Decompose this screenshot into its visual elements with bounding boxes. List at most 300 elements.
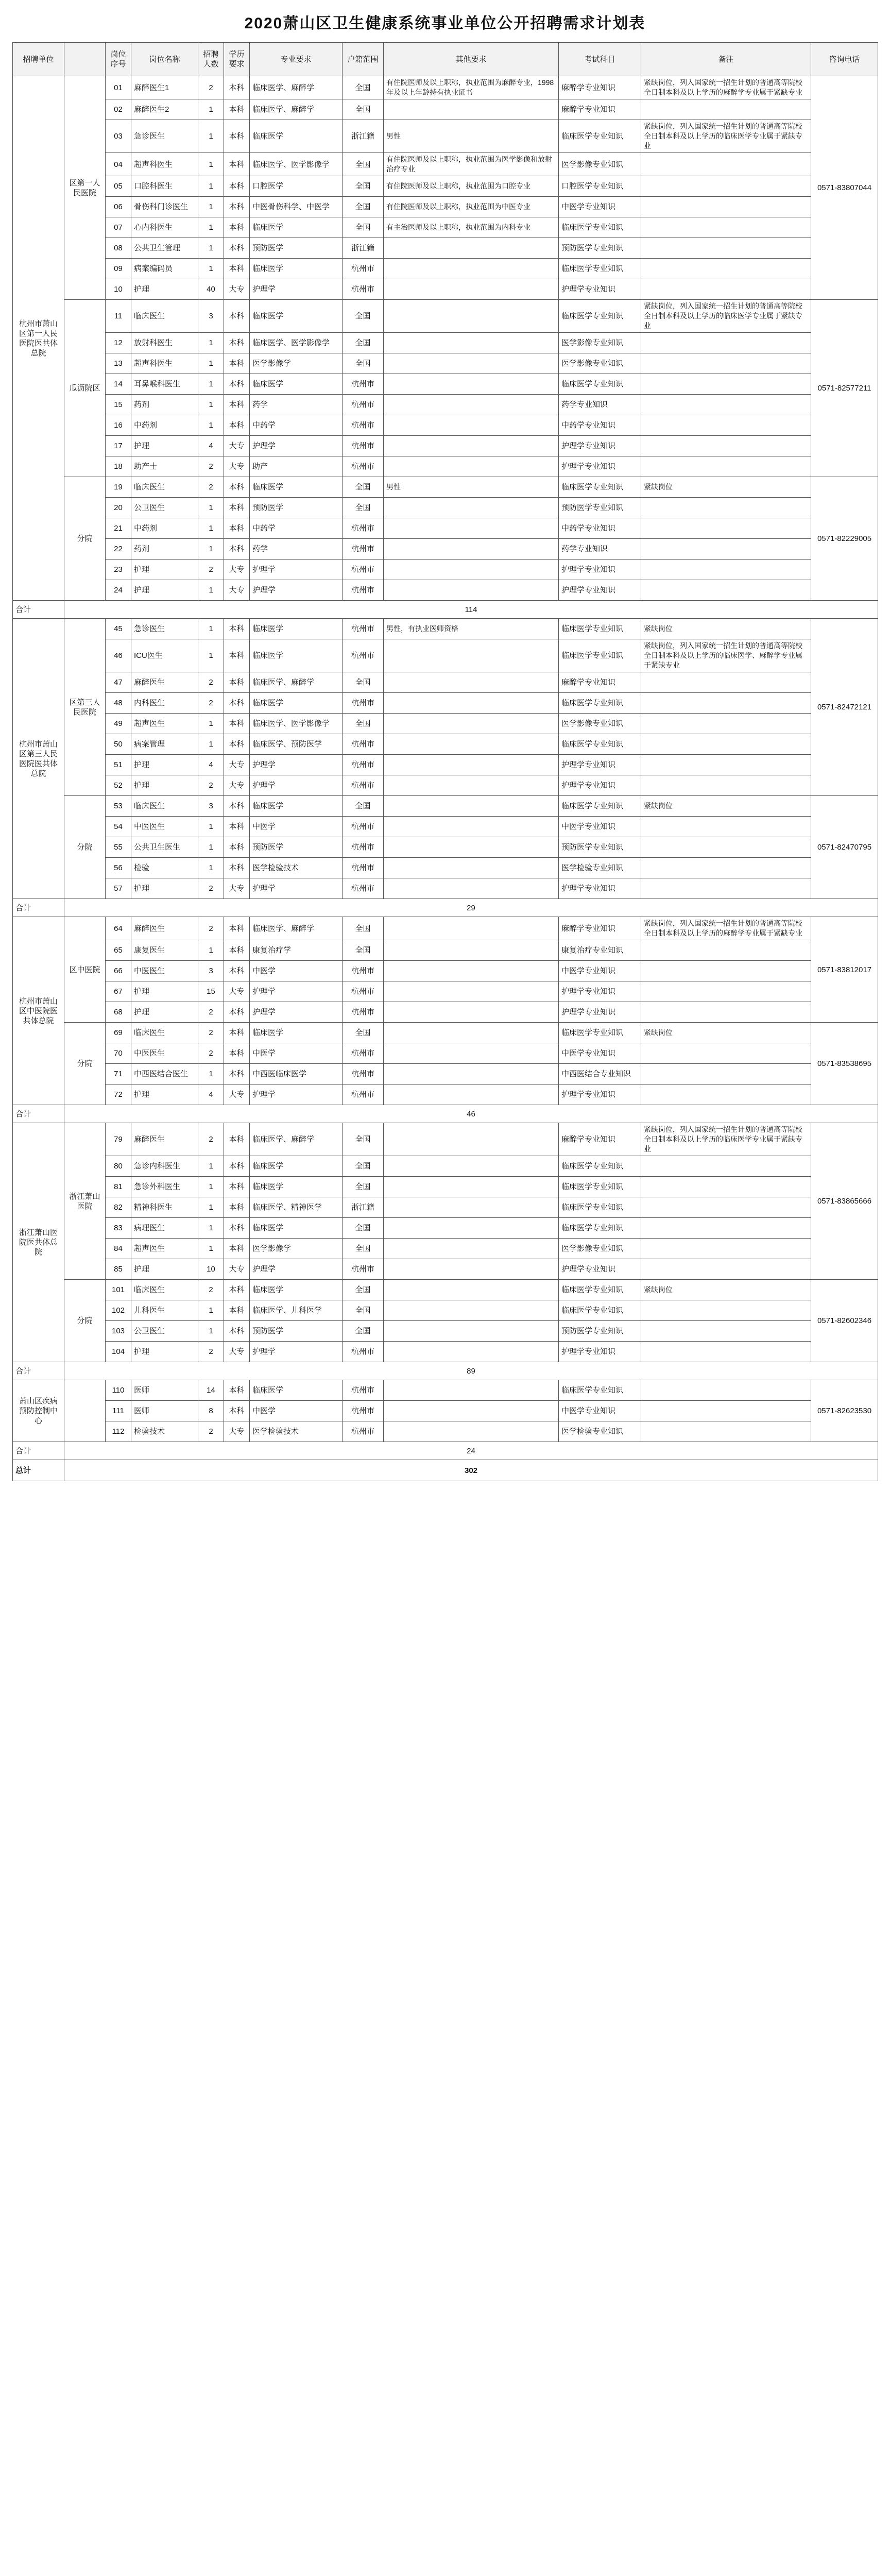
post-number-cell: 82 <box>106 1197 131 1218</box>
education-cell: 本科 <box>224 1177 250 1197</box>
major-cell: 医学检验技术 <box>250 1421 343 1442</box>
post-name-cell: 康复医生 <box>131 940 198 961</box>
other-requirements-cell <box>384 580 559 601</box>
remark-cell <box>641 1064 811 1084</box>
phone-cell: 0571-83538695 <box>811 1023 878 1105</box>
post-number-cell: 16 <box>106 415 131 436</box>
major-cell: 临床医学、医学影像学 <box>250 333 343 353</box>
education-cell: 本科 <box>224 415 250 436</box>
other-requirements-cell <box>384 1156 559 1177</box>
remark-cell <box>641 353 811 374</box>
education-cell: 大专 <box>224 279 250 300</box>
hukou-cell: 全国 <box>343 940 384 961</box>
table-row <box>13 734 878 755</box>
hire-count-cell: 2 <box>198 775 224 796</box>
hire-count-cell: 3 <box>198 961 224 981</box>
hire-count-cell: 1 <box>198 1321 224 1342</box>
post-number-cell: 65 <box>106 940 131 961</box>
table-row <box>13 333 878 353</box>
post-name-cell: 护理 <box>131 580 198 601</box>
remark-cell <box>641 1239 811 1259</box>
table-row <box>13 1342 878 1362</box>
post-number-cell: 64 <box>106 917 131 940</box>
post-number-cell: 85 <box>106 1259 131 1280</box>
post-name-cell: 检验技术 <box>131 1421 198 1442</box>
education-cell: 本科 <box>224 693 250 714</box>
education-cell: 本科 <box>224 917 250 940</box>
table-row <box>13 1218 878 1239</box>
education-cell: 本科 <box>224 961 250 981</box>
post-number-cell: 06 <box>106 197 131 217</box>
exam-subject-cell: 预防医学专业知识 <box>559 498 641 518</box>
post-number-cell: 111 <box>106 1401 131 1421</box>
branch-name-cell: 分院 <box>64 477 106 601</box>
other-requirements-cell: 有主治医师及以上职称，执业范围为内科专业 <box>384 217 559 238</box>
table-row <box>13 1239 878 1259</box>
hukou-cell: 全国 <box>343 1239 384 1259</box>
exam-subject-cell: 临床医学专业知识 <box>559 639 641 672</box>
education-cell: 本科 <box>224 259 250 279</box>
hukou-cell: 全国 <box>343 1280 384 1300</box>
hire-count-cell: 1 <box>198 217 224 238</box>
post-name-cell: 中医医生 <box>131 817 198 837</box>
remark-cell: 紧缺岗位 <box>641 1023 811 1043</box>
phone-cell: 0571-83812017 <box>811 917 878 1023</box>
exam-subject-cell: 临床医学专业知识 <box>559 693 641 714</box>
table-row <box>13 498 878 518</box>
post-number-cell: 101 <box>106 1280 131 1300</box>
other-requirements-cell <box>384 1177 559 1197</box>
post-name-cell: 公卫医生 <box>131 498 198 518</box>
major-cell: 临床医学 <box>250 1380 343 1401</box>
table-row <box>13 837 878 858</box>
other-requirements-cell <box>384 858 559 878</box>
header-hukou: 户籍范围 <box>343 43 384 76</box>
exam-subject-cell: 护理学专业知识 <box>559 1259 641 1280</box>
table-row <box>13 619 878 639</box>
hire-count-cell: 1 <box>198 518 224 539</box>
post-number-cell: 12 <box>106 333 131 353</box>
post-number-cell: 50 <box>106 734 131 755</box>
exam-subject-cell: 中医学专业知识 <box>559 1401 641 1421</box>
hire-count-cell: 4 <box>198 436 224 456</box>
page-title: 2020萧山区卫生健康系统事业单位公开招聘需求计划表 <box>244 15 646 32</box>
post-name-cell: 超声医生 <box>131 714 198 734</box>
post-number-cell: 46 <box>106 639 131 672</box>
remark-cell <box>641 878 811 899</box>
other-requirements-cell: 有住院医师及以上职称，执业范围为麻醉专业，1998年及以上年龄持有执业证书 <box>384 76 559 99</box>
hire-count-cell: 2 <box>198 477 224 498</box>
hukou-cell: 全国 <box>343 1300 384 1321</box>
subtotal-row <box>13 899 878 917</box>
other-requirements-cell <box>384 981 559 1002</box>
remark-cell <box>641 940 811 961</box>
table-row <box>13 217 878 238</box>
phone-cell: 0571-83807044 <box>811 76 878 300</box>
post-number-cell: 72 <box>106 1084 131 1105</box>
hukou-cell: 全国 <box>343 477 384 498</box>
post-number-cell: 110 <box>106 1380 131 1401</box>
hire-count-cell: 1 <box>198 734 224 755</box>
education-cell: 大专 <box>224 775 250 796</box>
post-name-cell: 临床医生 <box>131 1023 198 1043</box>
education-cell: 本科 <box>224 1321 250 1342</box>
major-cell: 药学 <box>250 539 343 560</box>
post-name-cell: 助产士 <box>131 456 198 477</box>
subtotal-label: 合计 <box>13 1442 64 1460</box>
hire-count-cell: 1 <box>198 259 224 279</box>
subtotal-value: 89 <box>64 1362 878 1380</box>
hire-count-cell: 1 <box>198 498 224 518</box>
other-requirements-cell <box>384 1239 559 1259</box>
hukou-cell: 杭州市 <box>343 981 384 1002</box>
hire-count-cell: 1 <box>198 817 224 837</box>
remark-cell <box>641 197 811 217</box>
table-row <box>13 197 878 217</box>
major-cell: 临床医学 <box>250 619 343 639</box>
exam-subject-cell: 护理学专业知识 <box>559 878 641 899</box>
remark-cell <box>641 1380 811 1401</box>
phone-cell: 0571-82470795 <box>811 796 878 899</box>
unit-name-cell: 浙江萧山医院医共体总院 <box>13 1123 64 1362</box>
remark-cell <box>641 1342 811 1362</box>
hukou-cell: 杭州市 <box>343 858 384 878</box>
education-cell: 本科 <box>224 217 250 238</box>
major-cell: 护理学 <box>250 755 343 775</box>
post-number-cell: 10 <box>106 279 131 300</box>
exam-subject-cell: 中医学专业知识 <box>559 961 641 981</box>
education-cell: 大专 <box>224 560 250 580</box>
other-requirements-cell <box>384 796 559 817</box>
remark-cell: 紧缺岗位 <box>641 619 811 639</box>
hukou-cell: 杭州市 <box>343 755 384 775</box>
hire-count-cell: 2 <box>198 560 224 580</box>
table-row <box>13 1177 878 1197</box>
other-requirements-cell <box>384 374 559 395</box>
education-cell: 本科 <box>224 99 250 120</box>
major-cell: 护理学 <box>250 1342 343 1362</box>
other-requirements-cell <box>384 775 559 796</box>
post-number-cell: 07 <box>106 217 131 238</box>
post-number-cell: 83 <box>106 1218 131 1239</box>
header-post-name: 岗位名称 <box>131 43 198 76</box>
post-number-cell: 13 <box>106 353 131 374</box>
post-name-cell: 急诊医生 <box>131 619 198 639</box>
post-name-cell: 公共卫生医生 <box>131 837 198 858</box>
post-name-cell: 护理 <box>131 878 198 899</box>
subtotal-row <box>13 1442 878 1460</box>
education-cell: 本科 <box>224 1239 250 1259</box>
header-phone: 咨询电话 <box>811 43 878 76</box>
hukou-cell: 杭州市 <box>343 837 384 858</box>
header-unit: 招聘单位 <box>13 43 64 76</box>
remark-cell <box>641 1218 811 1239</box>
major-cell: 护理学 <box>250 1259 343 1280</box>
hukou-cell: 全国 <box>343 153 384 176</box>
subtotal-label: 合计 <box>13 1362 64 1380</box>
hire-count-cell: 4 <box>198 1084 224 1105</box>
grand-total-label: 总计 <box>13 1460 64 1481</box>
exam-subject-cell: 护理学专业知识 <box>559 456 641 477</box>
table-row <box>13 940 878 961</box>
subtotal-value: 29 <box>64 899 878 917</box>
major-cell: 临床医学 <box>250 1218 343 1239</box>
post-number-cell: 08 <box>106 238 131 259</box>
post-name-cell: 心内科医生 <box>131 217 198 238</box>
hire-count-cell: 14 <box>198 1380 224 1401</box>
table-row <box>13 1401 878 1421</box>
table-row <box>13 1084 878 1105</box>
remark-cell <box>641 498 811 518</box>
education-cell: 本科 <box>224 518 250 539</box>
hire-count-cell: 1 <box>198 120 224 153</box>
exam-subject-cell: 临床医学专业知识 <box>559 1023 641 1043</box>
post-number-cell: 11 <box>106 300 131 333</box>
exam-subject-cell: 中药学专业知识 <box>559 415 641 436</box>
hukou-cell: 杭州市 <box>343 1421 384 1442</box>
header-exam: 考试科目 <box>559 43 641 76</box>
hukou-cell: 杭州市 <box>343 518 384 539</box>
hukou-cell: 杭州市 <box>343 560 384 580</box>
post-name-cell: 中药剂 <box>131 415 198 436</box>
hukou-cell: 杭州市 <box>343 1259 384 1280</box>
phone-cell: 0571-82602346 <box>811 1280 878 1362</box>
exam-subject-cell: 临床医学专业知识 <box>559 734 641 755</box>
other-requirements-cell <box>384 1259 559 1280</box>
education-cell: 本科 <box>224 1300 250 1321</box>
exam-subject-cell: 临床医学专业知识 <box>559 217 641 238</box>
table-header-row <box>13 43 878 76</box>
post-number-cell: 71 <box>106 1064 131 1084</box>
table-row <box>13 477 878 498</box>
post-number-cell: 81 <box>106 1177 131 1197</box>
recruitment-table <box>12 42 878 1481</box>
exam-subject-cell: 中医学专业知识 <box>559 817 641 837</box>
exam-subject-cell: 预防医学专业知识 <box>559 238 641 259</box>
remark-cell <box>641 1177 811 1197</box>
hukou-cell: 杭州市 <box>343 693 384 714</box>
hire-count-cell: 1 <box>198 837 224 858</box>
other-requirements-cell: 有住院医师及以上职称，执业范围为口腔专业 <box>384 176 559 197</box>
post-number-cell: 19 <box>106 477 131 498</box>
major-cell: 医学检验技术 <box>250 858 343 878</box>
major-cell: 中医学 <box>250 961 343 981</box>
remark-cell <box>641 734 811 755</box>
exam-subject-cell: 临床医学专业知识 <box>559 1156 641 1177</box>
post-name-cell: 急诊医生 <box>131 120 198 153</box>
hukou-cell: 全国 <box>343 176 384 197</box>
other-requirements-cell <box>384 1123 559 1156</box>
other-requirements-cell <box>384 714 559 734</box>
major-cell: 临床医学 <box>250 300 343 333</box>
other-requirements-cell <box>384 1401 559 1421</box>
post-name-cell: 中西医结合医生 <box>131 1064 198 1084</box>
education-cell: 本科 <box>224 858 250 878</box>
other-requirements-cell <box>384 1023 559 1043</box>
post-name-cell: 中医医生 <box>131 961 198 981</box>
post-number-cell: 15 <box>106 395 131 415</box>
remark-cell <box>641 1043 811 1064</box>
table-row <box>13 1043 878 1064</box>
hukou-cell: 杭州市 <box>343 1084 384 1105</box>
hire-count-cell: 2 <box>198 1023 224 1043</box>
table-row <box>13 1280 878 1300</box>
major-cell: 临床医学、麻醉学 <box>250 672 343 693</box>
post-name-cell: 儿科医生 <box>131 1300 198 1321</box>
education-cell: 本科 <box>224 539 250 560</box>
table-row <box>13 120 878 153</box>
education-cell: 本科 <box>224 1218 250 1239</box>
table-row <box>13 539 878 560</box>
education-cell: 本科 <box>224 1401 250 1421</box>
post-number-cell: 68 <box>106 1002 131 1023</box>
remark-cell <box>641 176 811 197</box>
exam-subject-cell: 临床医学专业知识 <box>559 796 641 817</box>
post-number-cell: 54 <box>106 817 131 837</box>
hukou-cell: 浙江籍 <box>343 120 384 153</box>
major-cell: 临床医学 <box>250 217 343 238</box>
remark-cell: 紧缺岗位 <box>641 1280 811 1300</box>
post-name-cell: 口腔科医生 <box>131 176 198 197</box>
table-row <box>13 1156 878 1177</box>
education-cell: 本科 <box>224 374 250 395</box>
major-cell: 预防医学 <box>250 837 343 858</box>
major-cell: 护理学 <box>250 436 343 456</box>
other-requirements-cell <box>384 539 559 560</box>
hukou-cell: 杭州市 <box>343 374 384 395</box>
education-cell: 本科 <box>224 477 250 498</box>
branch-name-cell: 区中医院 <box>64 917 106 1023</box>
other-requirements-cell: 男性 <box>384 120 559 153</box>
hire-count-cell: 40 <box>198 279 224 300</box>
remark-cell <box>641 1002 811 1023</box>
remark-cell: 紧缺岗位，列入国家统一招生计划的普通高等院校全日制本科及以上学历的临床医学专业属于紧缺专业 <box>641 300 811 333</box>
major-cell: 中西医临床医学 <box>250 1064 343 1084</box>
branch-name-cell: 浙江萧山医院 <box>64 1123 106 1280</box>
major-cell: 临床医学、医学影像学 <box>250 714 343 734</box>
post-number-cell: 49 <box>106 714 131 734</box>
post-number-cell: 03 <box>106 120 131 153</box>
hukou-cell: 杭州市 <box>343 279 384 300</box>
education-cell: 本科 <box>224 1043 250 1064</box>
major-cell: 护理学 <box>250 775 343 796</box>
education-cell: 本科 <box>224 76 250 99</box>
other-requirements-cell <box>384 436 559 456</box>
subtotal-row <box>13 1362 878 1380</box>
post-number-cell: 66 <box>106 961 131 981</box>
post-name-cell: 超声科医生 <box>131 153 198 176</box>
major-cell: 临床医学 <box>250 374 343 395</box>
table-row <box>13 693 878 714</box>
remark-cell <box>641 333 811 353</box>
remark-cell <box>641 693 811 714</box>
remark-cell <box>641 560 811 580</box>
exam-subject-cell: 临床医学专业知识 <box>559 1280 641 1300</box>
header-count: 招聘人数 <box>198 43 224 76</box>
table-row <box>13 580 878 601</box>
other-requirements-cell <box>384 279 559 300</box>
remark-cell <box>641 415 811 436</box>
major-cell: 康复治疗学 <box>250 940 343 961</box>
hire-count-cell: 2 <box>198 917 224 940</box>
hukou-cell: 浙江籍 <box>343 1197 384 1218</box>
subtotal-row <box>13 601 878 619</box>
table-row <box>13 1197 878 1218</box>
major-cell: 中药学 <box>250 518 343 539</box>
education-cell: 本科 <box>224 1023 250 1043</box>
hire-count-cell: 1 <box>198 1239 224 1259</box>
exam-subject-cell: 麻醉学专业知识 <box>559 76 641 99</box>
other-requirements-cell: 有住院医师及以上职称，执业范围为医学影像和放射治疗专业 <box>384 153 559 176</box>
education-cell: 本科 <box>224 672 250 693</box>
exam-subject-cell: 临床医学专业知识 <box>559 120 641 153</box>
major-cell: 临床医学 <box>250 693 343 714</box>
post-name-cell: 护理 <box>131 560 198 580</box>
hukou-cell: 杭州市 <box>343 878 384 899</box>
table-row <box>13 353 878 374</box>
post-name-cell: 中医医生 <box>131 1043 198 1064</box>
major-cell: 药学 <box>250 395 343 415</box>
post-number-cell: 56 <box>106 858 131 878</box>
exam-subject-cell: 中医学专业知识 <box>559 1043 641 1064</box>
hire-count-cell: 3 <box>198 796 224 817</box>
other-requirements-cell <box>384 917 559 940</box>
education-cell: 本科 <box>224 1156 250 1177</box>
exam-subject-cell: 中药学专业知识 <box>559 518 641 539</box>
table-row <box>13 1002 878 1023</box>
post-name-cell: 护理 <box>131 1342 198 1362</box>
hire-count-cell: 2 <box>198 672 224 693</box>
post-name-cell: 病案编码员 <box>131 259 198 279</box>
header-branch <box>64 43 106 76</box>
hire-count-cell: 2 <box>198 1280 224 1300</box>
major-cell: 医学影像学 <box>250 1239 343 1259</box>
exam-subject-cell: 临床医学专业知识 <box>559 259 641 279</box>
post-name-cell: 护理 <box>131 1002 198 1023</box>
post-number-cell: 23 <box>106 560 131 580</box>
exam-subject-cell: 康复治疗专业知识 <box>559 940 641 961</box>
remark-cell <box>641 518 811 539</box>
hire-count-cell: 1 <box>198 714 224 734</box>
remark-cell <box>641 153 811 176</box>
header-other: 其他要求 <box>384 43 559 76</box>
table-row <box>13 456 878 477</box>
education-cell: 大专 <box>224 878 250 899</box>
hukou-cell: 全国 <box>343 1023 384 1043</box>
post-number-cell: 24 <box>106 580 131 601</box>
hire-count-cell: 1 <box>198 619 224 639</box>
other-requirements-cell <box>384 1300 559 1321</box>
exam-subject-cell: 护理学专业知识 <box>559 981 641 1002</box>
other-requirements-cell <box>384 639 559 672</box>
exam-subject-cell: 临床医学专业知识 <box>559 619 641 639</box>
education-cell: 大专 <box>224 456 250 477</box>
remark-cell <box>641 395 811 415</box>
post-name-cell: 内科医生 <box>131 693 198 714</box>
remark-cell <box>641 1421 811 1442</box>
post-number-cell: 112 <box>106 1421 131 1442</box>
remark-cell <box>641 837 811 858</box>
major-cell: 护理学 <box>250 580 343 601</box>
post-name-cell: 临床医生 <box>131 300 198 333</box>
education-cell: 本科 <box>224 1002 250 1023</box>
education-cell: 本科 <box>224 197 250 217</box>
exam-subject-cell: 医学影像专业知识 <box>559 153 641 176</box>
header-education: 学历要求 <box>224 43 250 76</box>
header-note: 备注 <box>641 43 811 76</box>
hukou-cell: 全国 <box>343 217 384 238</box>
other-requirements-cell <box>384 878 559 899</box>
